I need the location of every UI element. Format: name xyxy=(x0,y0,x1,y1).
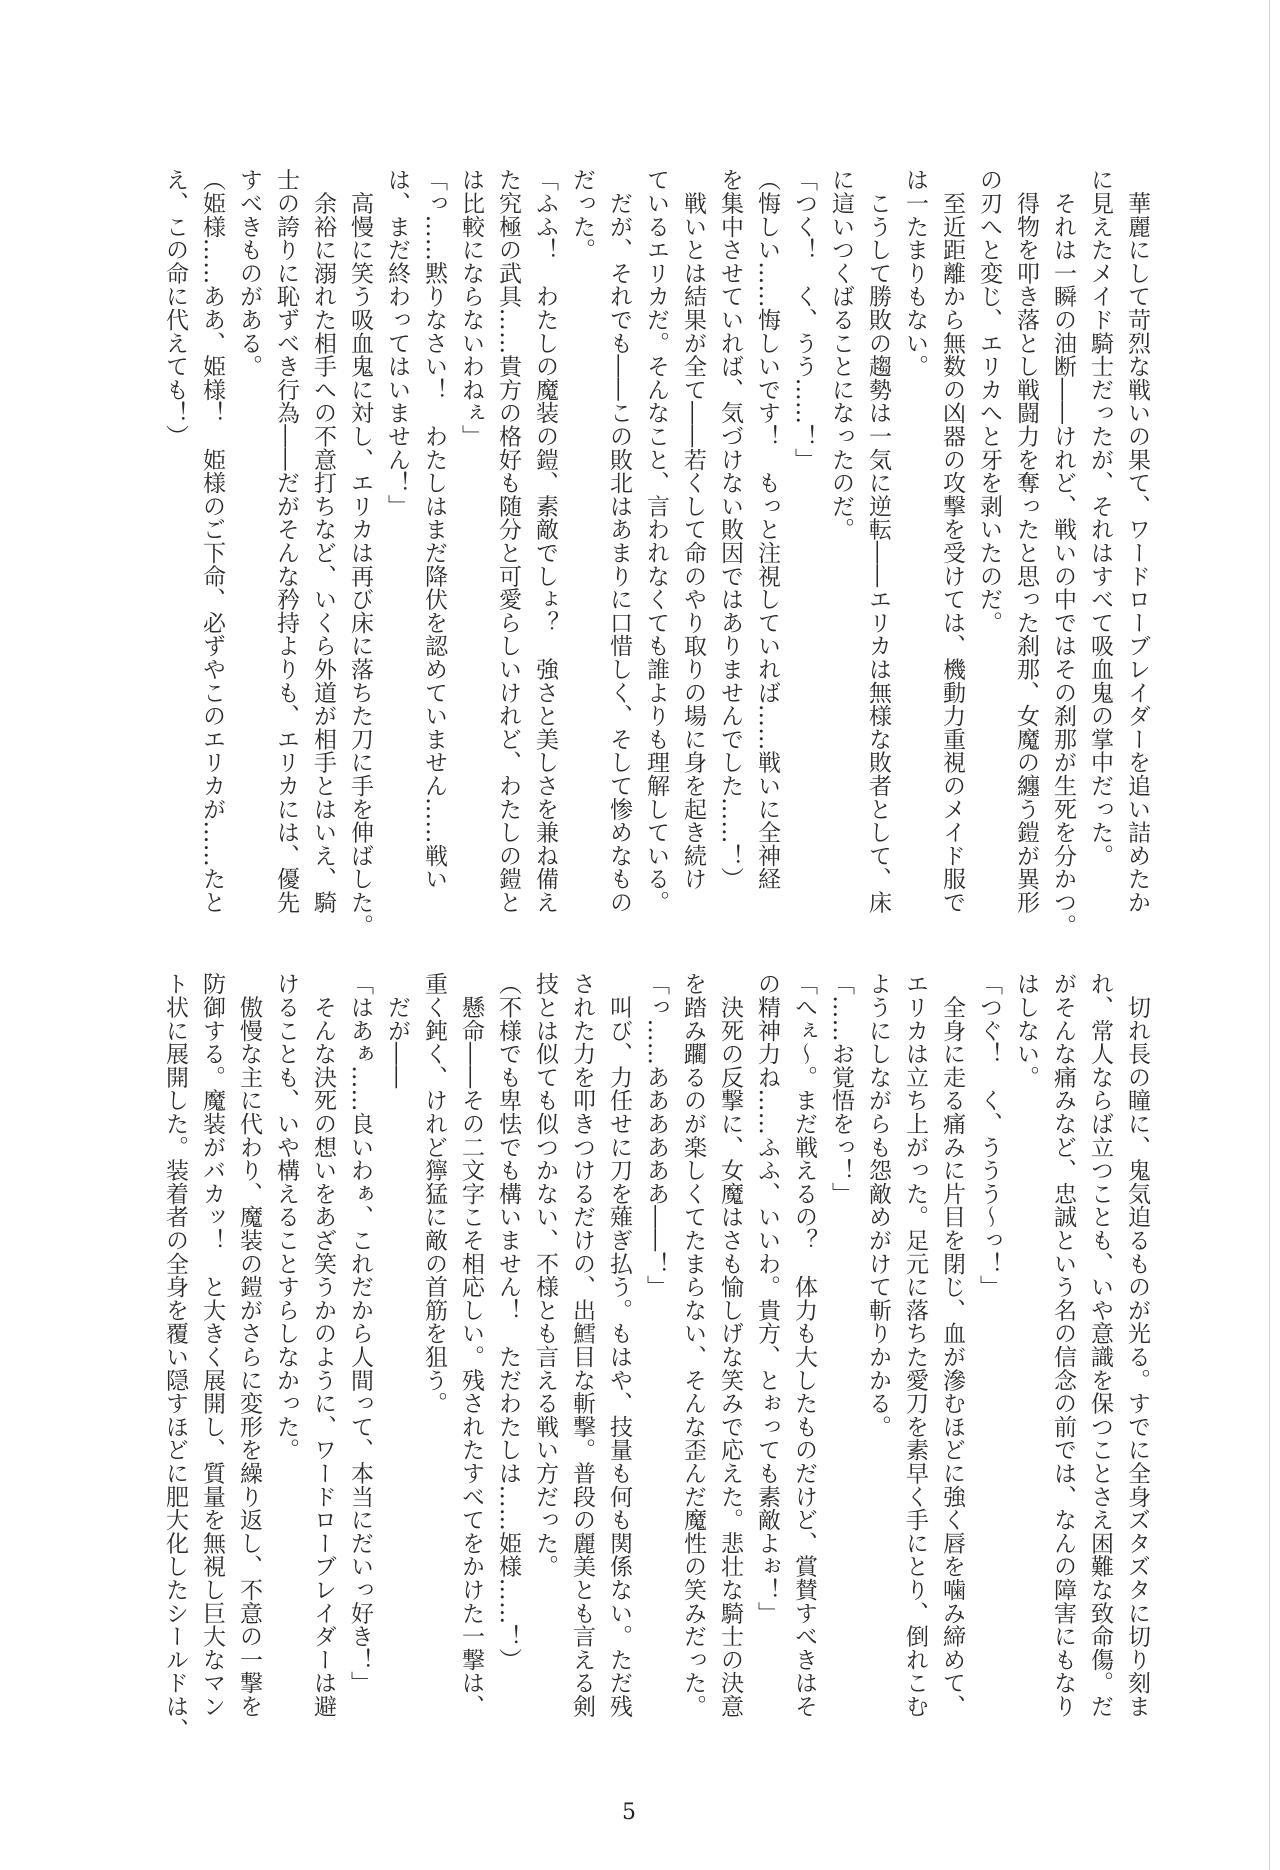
text-line: の精神力ね……ふふ、いいわ。貴方、とぉっても素敵よぉ！」 xyxy=(754,972,780,1625)
text-line: ているエリカだ。そんなこと、言われなくても誰よりも理解している。 xyxy=(643,168,669,914)
text-line: の刃へと変じ、エリカへと牙を剥いたのだ。 xyxy=(976,168,1002,634)
text-line: すべきものがある。 xyxy=(236,168,262,378)
text-line: 「はあぁ……良いわぁ、これだから人間って、本当にだいっ好き！」 xyxy=(347,972,373,1695)
text-line: に見えたメイド騎士だったが、それはすべて吸血鬼の掌中だった。 xyxy=(1087,168,1113,867)
text-line: 「……お覚悟をっ！」 xyxy=(828,972,854,1205)
text-line: を集中させていれば、気づけない敗因ではありませんでした……！） xyxy=(717,168,743,891)
text-line: 至近距離から無数の凶器の攻撃を受けては、機動力重視のメイド服で xyxy=(939,168,965,914)
text-line: 懸命――その二文字こそ相応しい。残されたすべてをかけた一撃は、 xyxy=(458,972,484,1718)
text-line: そんな決死の想いをあざ笑うかのように、ワードローブレイダーは避 xyxy=(310,972,336,1718)
text-line: 「っ……ああああああ――！」 xyxy=(643,972,669,1299)
text-line: 全身に走る痛みに片目を閉じ、血が滲むほどに強く唇を噛み締めて、 xyxy=(939,972,965,1718)
text-block-top xyxy=(156,168,1155,937)
text-line: 叫び、力任せに刀を薙ぎ払う。もはや、技量も何も関係ない。ただ残 xyxy=(606,972,632,1718)
text-line: それは一瞬の油断――けれど、戦いの中ではその刹那が生死を分かつ。 xyxy=(1050,168,1076,937)
text-line: は比較にならないわねぇ」 xyxy=(458,168,484,448)
text-line: 傲慢な主に代わり、魔装の鎧がさらに変形を繰り返し、不意の一撃を xyxy=(236,972,262,1718)
text-line: 重く鈍く、けれど獰猛に敵の首筋を狙う。 xyxy=(421,972,447,1415)
text-line: エリカは立ち上がった。足元に落ちた愛刀を素早く手にとり、倒れこむ xyxy=(902,972,928,1718)
text-line: ようにしながらも怨敵めがけて斬りかかる。 xyxy=(865,972,891,1438)
text-line: に這いつくばることになったのだ。 xyxy=(828,168,854,541)
text-line: 士の誇りに恥ずべき行為――だがそんな矜持よりも、エリカには、優先 xyxy=(273,168,299,914)
text-block-bottom xyxy=(156,972,1155,1741)
text-line: 技とは似ても似つかない、不様とも言える戦い方だった。 xyxy=(532,972,558,1578)
text-line: こうして勝敗の趨勢は一気に逆転――エリカは無様な敗者として、床 xyxy=(865,168,891,914)
text-line: 「つぐ！ く、ううう～っ！」 xyxy=(976,972,1002,1299)
text-line: （姫様……ああ、姫様！ 姫様のご下命、必ずやこのエリカが……たと xyxy=(199,168,225,914)
text-line: 「っ……黙りなさい！ わたしはまだ降伏を認めていません……戦い xyxy=(421,168,447,891)
text-line: ト状に展開した。装着者の全身を覆い隠すほどに肥大化したシールドは、 xyxy=(162,972,188,1741)
text-line: けることも、いや構えることすらしなかった。 xyxy=(273,972,299,1462)
text-line: は一たまりもない。 xyxy=(902,168,928,378)
text-line: 得物を叩き落とし戦闘力を奪ったと思った刹那、女魔の纏う鎧が異形 xyxy=(1013,168,1039,914)
text-line: 余裕に溺れた相手への不意打ちなど、いくら外道が相手とはいえ、騎 xyxy=(310,168,336,914)
scan-edge-line xyxy=(1269,0,1270,1870)
text-line: 高慢に笑う吸血鬼に対し、エリカは再び床に落ちた刀に手を伸ばした。 xyxy=(347,168,373,937)
text-line: 戦いとは結果が全て――若くして命のやり取りの場に身を起き続け xyxy=(680,168,706,891)
page-number: 5 xyxy=(622,1800,636,1825)
text-line: （不様でも卑怯でも構いません！ ただわたしは……姫様……！） xyxy=(495,972,521,1671)
text-line: え、この命に代えても！） xyxy=(162,168,188,448)
text-line: を踏み躙るのが楽しくてたまらない、そんな歪んだ魔性の笑みだった。 xyxy=(680,972,706,1718)
text-line: （悔しい……悔しいです！ もっと注視していれば……戦いに全神経 xyxy=(754,168,780,891)
text-line: 決死の反撃に、女魔はさも愉しげな笑みで応えた。悲壮な騎士の決意 xyxy=(717,972,743,1718)
text-line: だった。 xyxy=(569,168,595,262)
text-line: だが―― xyxy=(384,972,410,1089)
text-line: 華麗にして苛烈な戦いの果て、ワードローブレイダーを追い詰めたか xyxy=(1124,168,1150,914)
text-line: は、まだ終わってはいません！」 xyxy=(384,168,410,518)
text-line: だが、それでも――この敗北はあまりに口惜しく、そして惨めなもの xyxy=(606,168,632,914)
text-line: れ、常人ならば立つことも、いや意識を保つことさえ困難な致命傷。だ xyxy=(1087,972,1113,1718)
text-line: 切れ長の瞳に、鬼気迫るものが光る。すでに全身ズタズタに切り刻ま xyxy=(1124,972,1150,1718)
text-line: 防御する。魔装がバカッ！ と大きく展開し、質量を無視し巨大なマン xyxy=(199,972,225,1718)
text-line: はしない。 xyxy=(1013,972,1039,1089)
text-line: 「つく！ く、うう……！」 xyxy=(791,168,817,471)
text-line: がそんな痛みなど、忠誠という名の信念の前では、なんの障害にもなり xyxy=(1050,972,1076,1718)
text-line: された力を叩きつけるだけの、出鱈目な斬撃。普段の麗美とも言える剣 xyxy=(569,972,595,1718)
text-line: 「ふふ！ わたしの魔装の鎧、素敵でしょ？ 強さと美しさを兼ね備え xyxy=(532,168,558,914)
text-line: た究極の武具……貴方の格好も随分と可愛らしいけれど、わたしの鎧と xyxy=(495,168,521,914)
text-line: 「へぇ～。まだ戦えるの？ 体力も大したものだけど、賞賛すべきはそ xyxy=(791,972,817,1718)
